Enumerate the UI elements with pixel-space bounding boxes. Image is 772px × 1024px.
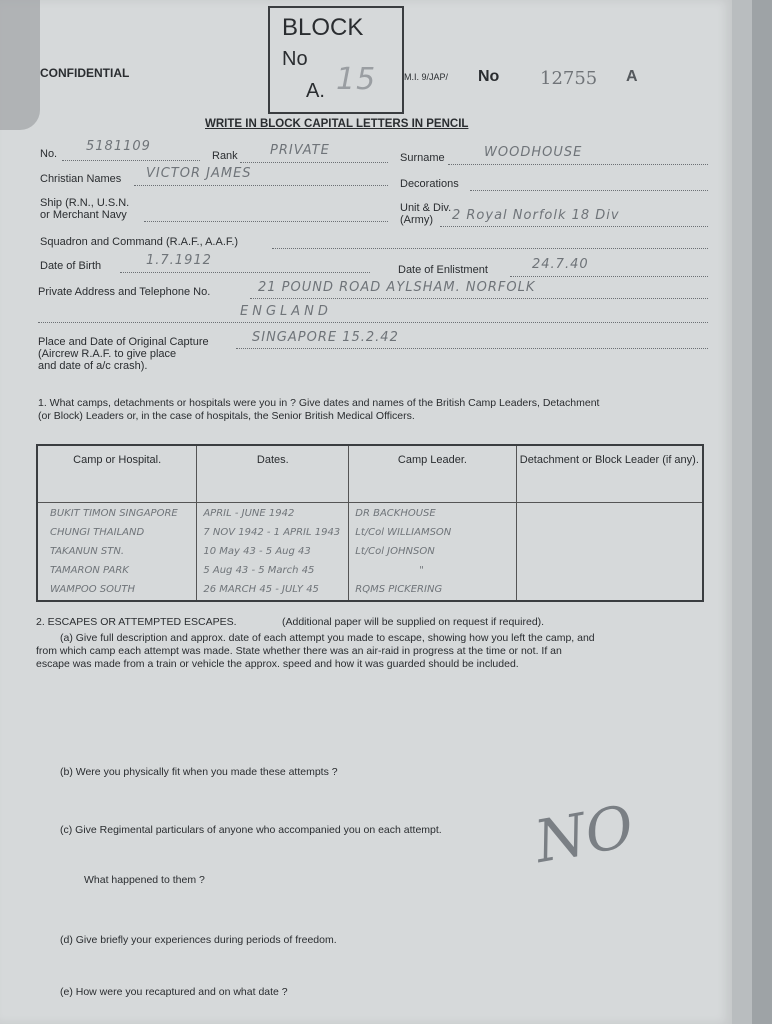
section2-d: (d) Give briefly your experiences during periods of freedom. (60, 934, 337, 946)
surname-value: WOODHOUSE (484, 145, 583, 160)
ship-line (144, 221, 388, 222)
address-label: Private Address and Telephone No. (38, 286, 211, 298)
section1-question-line2: (or Block) Leaders or, in the case of hospitals, the Senior British Medical Officers. (38, 410, 415, 422)
form-no-value: 12755 (540, 68, 598, 89)
capture-label-3: and date of a/c crash). (38, 360, 148, 372)
address-line-2 (38, 322, 708, 323)
table-cell: APRIL - JUNE 1942 (203, 508, 295, 519)
ship-label-2: or Merchant Navy (40, 209, 127, 221)
confidential-label: CONFIDENTIAL (40, 66, 130, 80)
decorations-line (470, 190, 708, 191)
table-cell: 5 Aug 43 - 5 March 45 (203, 565, 315, 576)
section2-a-line1: (a) Give full description and approx. date of each attempt you made to escape, showing how you left the camp, and (60, 632, 595, 644)
col-camp-leader (349, 503, 516, 602)
dob-value: 1.7.1912 (146, 253, 212, 268)
surname-line (448, 164, 708, 165)
service-no-value: 5181109 (86, 139, 151, 154)
camps-table (36, 444, 704, 602)
block-title: BLOCK (282, 14, 364, 41)
section2-title-note: (Additional paper will be supplied on request if required). (282, 616, 545, 628)
table-cell: TAKANUN STN. (50, 546, 125, 557)
col-dates (197, 503, 349, 602)
enlistment-label: Date of Enlistment (398, 264, 488, 276)
header-camp-leader: Camp Leader. (349, 445, 516, 503)
capture-line (236, 348, 708, 349)
section2-a-line2: from which camp each attempt was made. State whether there was an air-raid in progress at the time or not. If an (36, 645, 562, 657)
rank-label: Rank (212, 150, 238, 162)
header-dates: Dates. (197, 445, 349, 503)
enlistment-line (510, 276, 708, 277)
squadron-line (272, 248, 708, 249)
form-no-suffix: A (626, 68, 638, 85)
section2-e: (e) How were you recaptured and on what date ? (60, 986, 288, 998)
unit-line (440, 226, 708, 227)
header-camp: Camp or Hospital. (37, 445, 197, 503)
unit-value: 2 Royal Norfolk 18 Div (452, 208, 620, 223)
rank-value: PRIVATE (270, 143, 330, 158)
table-cell: 7 NOV 1942 - 1 APRIL 1943 (203, 527, 341, 538)
capture-value: SINGAPORE 15.2.42 (252, 330, 399, 345)
enlistment-value: 24.7.40 (532, 257, 589, 272)
table-cell: Lt/Col WILLIAMSON (355, 527, 452, 538)
camps-table-header (37, 445, 703, 503)
address-value-1: 21 POUND ROAD AYLSHAM. NORFOLK (258, 280, 536, 295)
capture-label-2: (Aircrew R.A.F. to give place (38, 348, 177, 360)
service-no-label: No. (40, 148, 58, 160)
table-cell: 10 May 43 - 5 Aug 43 (203, 546, 311, 557)
section2-title: 2. ESCAPES OR ATTEMPTED ESCAPES. (36, 616, 237, 628)
dob-label: Date of Birth (40, 260, 102, 272)
unit-label-2: (Army) (400, 214, 433, 226)
table-cell: DR BACKHOUSE (355, 508, 436, 519)
section2-a-line3: escape was made from a train or vehicle the approx. speed and how it was guarded should be included. (36, 658, 519, 670)
table-cell: 26 MARCH 45 - JULY 45 (203, 584, 319, 595)
decorations-label: Decorations (400, 178, 459, 190)
page-edge-dark (752, 0, 772, 1024)
section2-c2: What happened to them ? (84, 874, 205, 886)
christian-names-value: VICTOR JAMES (146, 166, 252, 181)
section1-question-line1: 1. What camps, detachments or hospitals were you in ? Give dates and names of the British Camp Leaders, Detachment (38, 397, 600, 409)
col-camps (37, 503, 197, 602)
capture-label-1: Place and Date of Original Capture (38, 336, 209, 348)
block-letter: A. (306, 80, 325, 102)
form-no-label: No (478, 68, 500, 85)
table-cell: Lt/Col JOHNSON (355, 546, 435, 557)
table-cell: TAMARON PARK (50, 565, 129, 576)
address-value-2: ENGLAND (240, 304, 332, 319)
block-stamp-box (268, 6, 404, 114)
unit-label-1: Unit & Div. (400, 202, 452, 214)
christian-names-label: Christian Names (40, 173, 122, 185)
header-detachment-leader: Detachment or Block Leader (if any). (516, 445, 703, 503)
block-number: 15 (336, 62, 377, 97)
table-cell: CHUNGI THAILAND (50, 527, 145, 538)
paper-clip-shadow (0, 0, 40, 130)
dob-line (120, 272, 370, 273)
christian-names-line (134, 185, 388, 186)
ship-label-1: Ship (R.N., U.S.N. (40, 197, 130, 209)
table-cell: WAMPOO SOUTH (50, 584, 135, 595)
service-no-line (62, 160, 200, 161)
table-cell: RQMS PICKERING (355, 584, 443, 595)
section2-b: (b) Were you physically fit when you made these attempts ? (60, 766, 338, 778)
col-detachment-leader (516, 503, 703, 602)
squadron-label: Squadron and Command (R.A.F., A.A.F.) (40, 236, 239, 248)
section2-c: (c) Give Regimental particulars of anyone who accompanied you on each attempt. (60, 824, 442, 836)
block-no-label: No (282, 48, 308, 70)
camps-table-body (37, 503, 703, 602)
handwritten-answer-no: NO (529, 791, 639, 877)
surname-label: Surname (400, 152, 445, 164)
rank-line (240, 162, 388, 163)
table-cell: BUKIT TIMON SINGAPORE (50, 508, 178, 519)
table-cell: " (419, 565, 424, 576)
form-reference: M.I. 9/JAP/ (404, 72, 449, 82)
address-line-1 (250, 298, 708, 299)
instruction-heading: WRITE IN BLOCK CAPITAL LETTERS IN PENCIL (205, 118, 469, 130)
